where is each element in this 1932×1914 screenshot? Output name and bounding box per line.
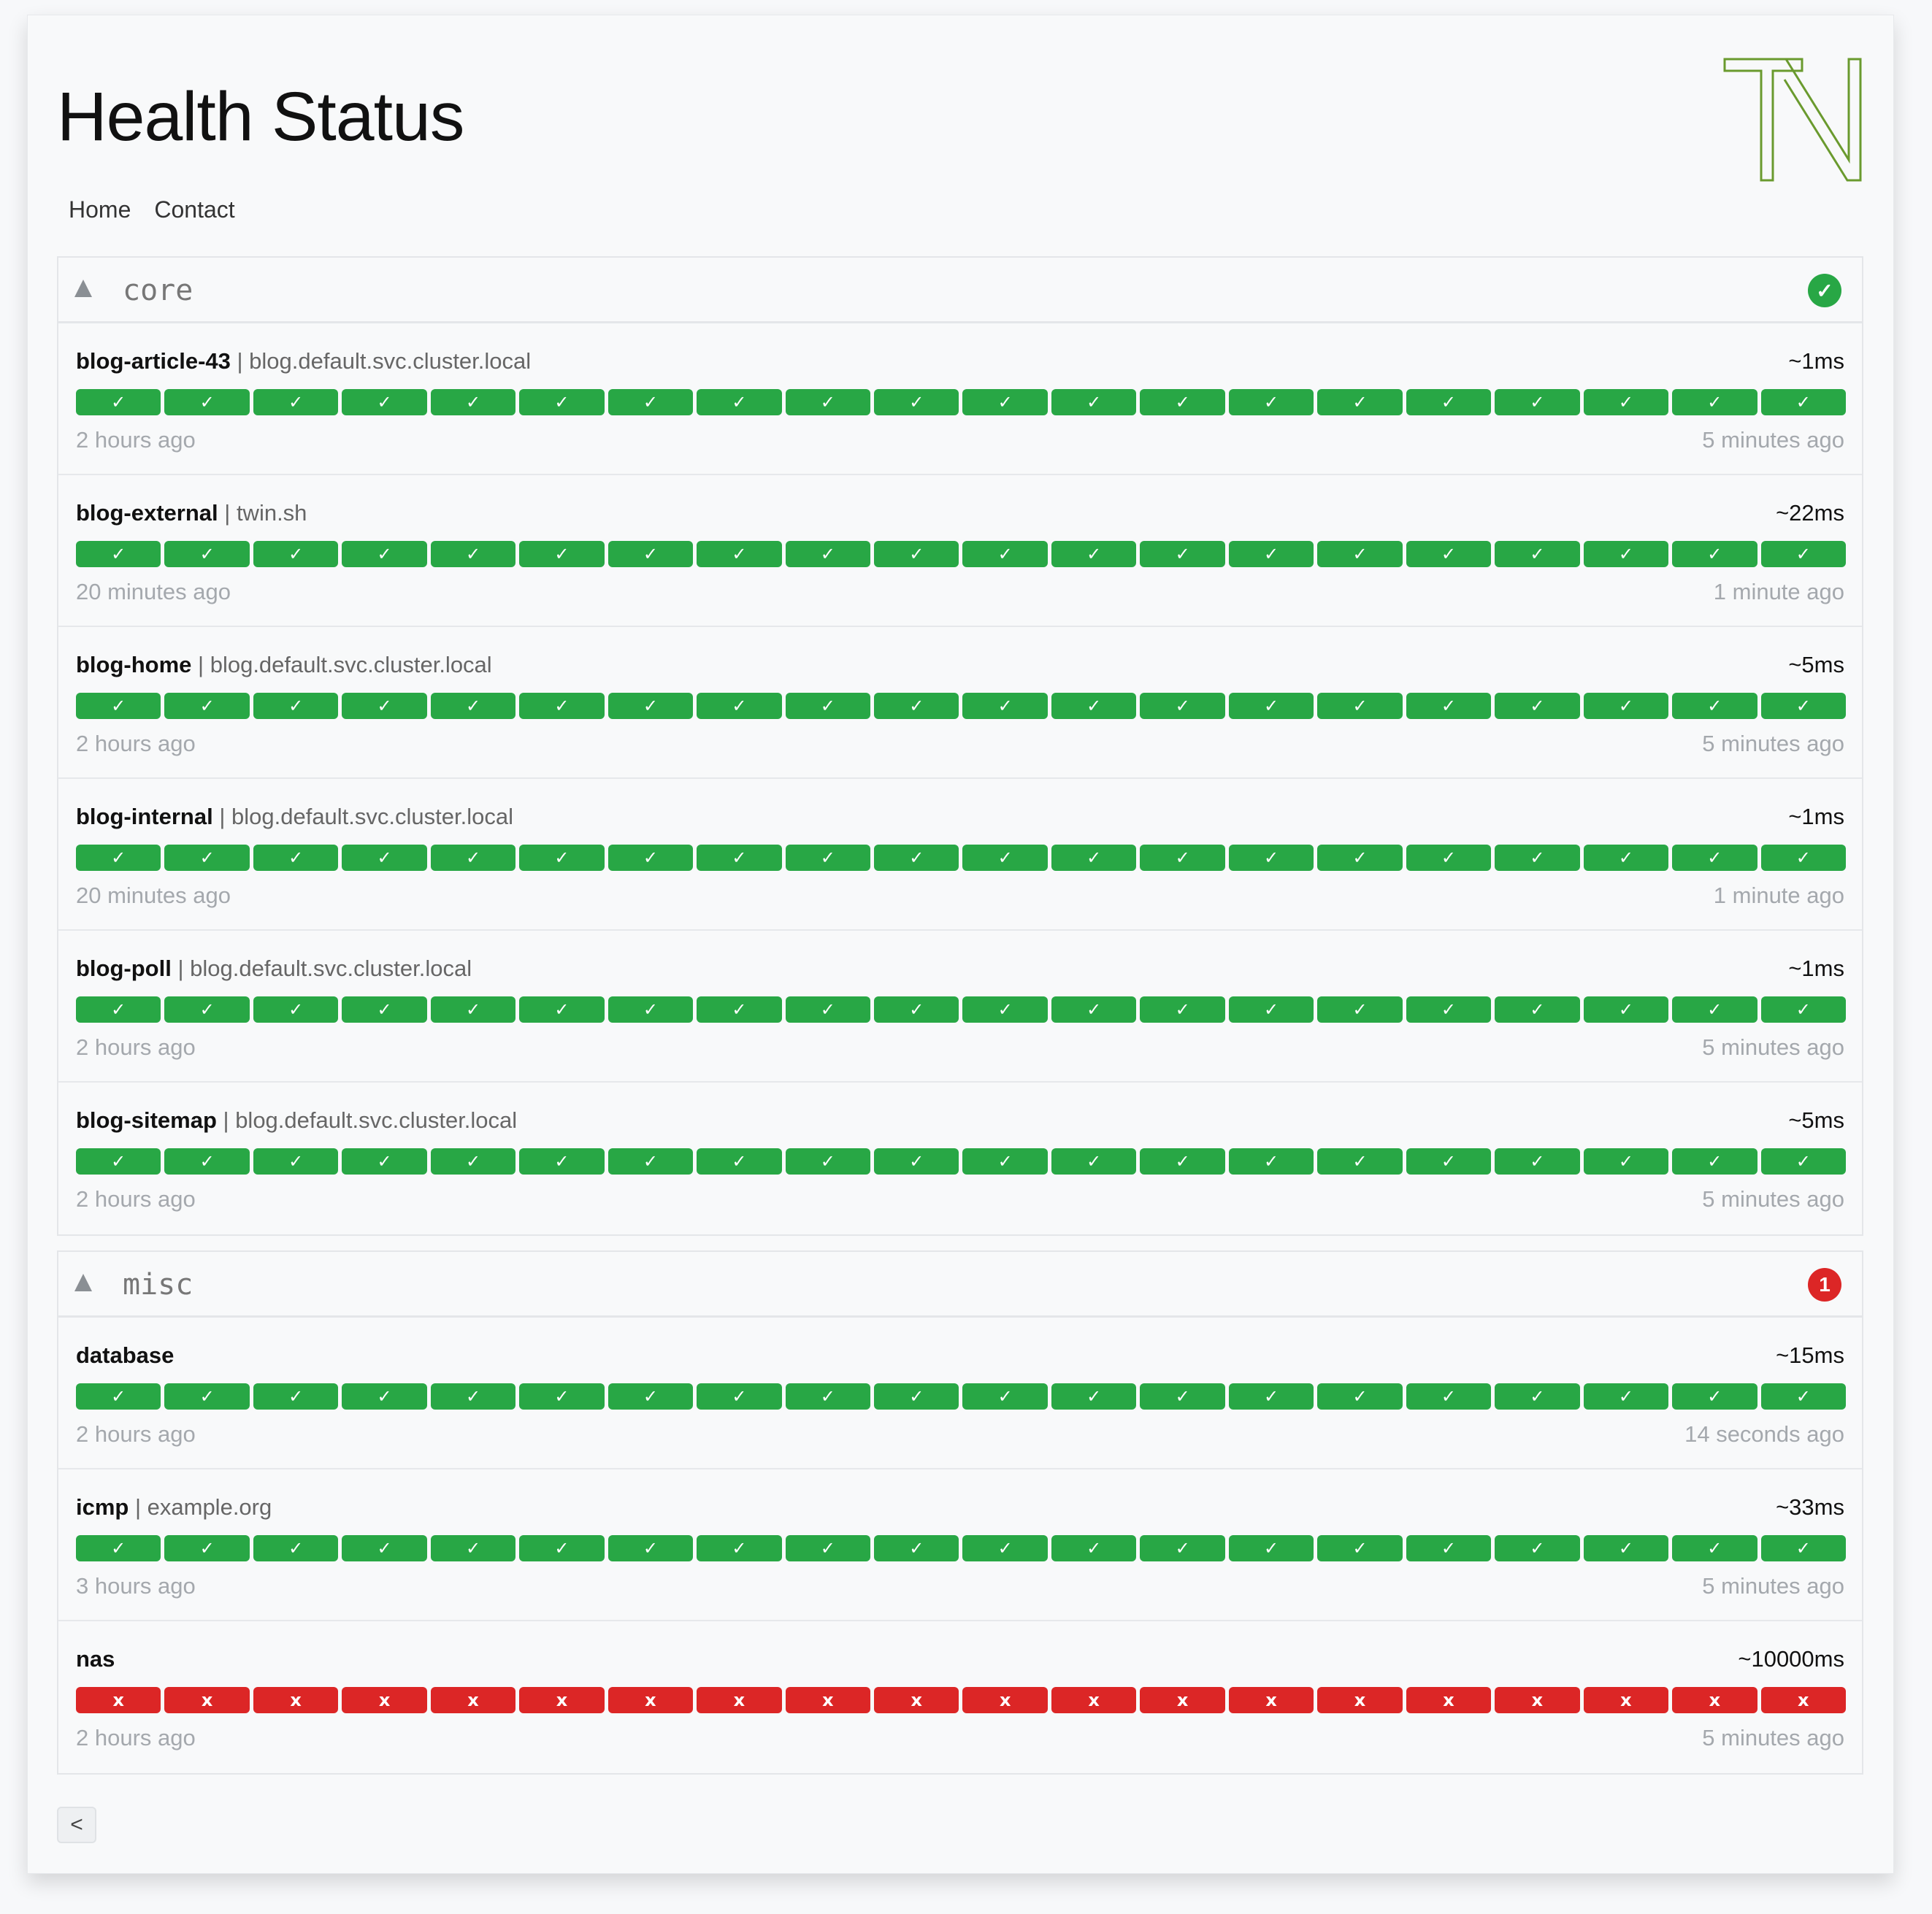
endpoint-name[interactable]: blog-poll (76, 956, 172, 981)
success-result-check-icon[interactable]: ✓ (697, 996, 781, 1023)
success-result-check-icon[interactable]: ✓ (431, 996, 515, 1023)
success-result-check-icon[interactable]: ✓ (786, 541, 870, 567)
success-result-check-icon[interactable]: ✓ (164, 1383, 249, 1410)
success-result-check-icon[interactable]: ✓ (519, 1535, 604, 1561)
oldest-result-time: 2 hours ago (76, 1421, 196, 1447)
response-time: ~10000ms (1738, 1646, 1844, 1672)
success-result-check-icon[interactable]: ✓ (874, 541, 959, 567)
success-result-check-icon[interactable]: ✓ (608, 1148, 693, 1175)
success-result-check-icon[interactable]: ✓ (1672, 845, 1757, 871)
success-result-check-icon[interactable]: ✓ (1584, 693, 1668, 719)
success-result-check-icon[interactable]: ✓ (962, 1535, 1047, 1561)
endpoint-host: example.org (147, 1494, 272, 1520)
host-separator: | (171, 956, 191, 981)
success-result-check-icon[interactable]: ✓ (1317, 693, 1402, 719)
endpoint-group-core (57, 256, 1863, 1236)
success-result-check-icon[interactable]: ✓ (431, 1383, 515, 1410)
result-history-bar (76, 389, 1846, 415)
success-result-check-icon[interactable]: ✓ (253, 1383, 338, 1410)
success-result-check-icon[interactable]: ✓ (519, 389, 604, 415)
endpoint-row[interactable] (58, 627, 1862, 779)
endpoint-host: twin.sh (236, 500, 307, 526)
success-result-check-icon[interactable]: ✓ (1229, 389, 1314, 415)
response-time: ~1ms (1788, 956, 1844, 981)
failure-result-x-icon[interactable]: x (874, 1687, 959, 1713)
success-result-check-icon[interactable]: ✓ (962, 389, 1047, 415)
success-result-check-icon[interactable]: ✓ (1584, 1148, 1668, 1175)
newest-result-time: 5 minutes ago (1702, 1034, 1844, 1060)
success-result-check-icon[interactable]: ✓ (1229, 845, 1314, 871)
result-history-bar (76, 996, 1846, 1023)
endpoint-name[interactable]: blog-sitemap (76, 1107, 217, 1133)
collapse-triangle-icon[interactable] (74, 1274, 92, 1291)
success-result-check-icon[interactable]: ✓ (608, 1383, 693, 1410)
endpoint-name[interactable]: blog-internal (76, 804, 213, 829)
success-result-check-icon[interactable]: ✓ (1495, 541, 1579, 567)
success-result-check-icon[interactable]: ✓ (1584, 541, 1668, 567)
endpoint-host: blog.default.svc.cluster.local (235, 1107, 518, 1133)
collapse-triangle-icon[interactable] (74, 280, 92, 297)
success-result-check-icon[interactable]: ✓ (1761, 996, 1846, 1023)
success-result-check-icon[interactable]: ✓ (431, 845, 515, 871)
newest-result-time: 5 minutes ago (1702, 427, 1844, 453)
failure-result-x-icon[interactable]: x (1584, 1687, 1668, 1713)
success-result-check-icon[interactable]: ✓ (786, 1383, 870, 1410)
endpoint-row[interactable] (58, 1621, 1862, 1773)
success-result-check-icon[interactable]: ✓ (786, 996, 870, 1023)
response-time: ~33ms (1776, 1494, 1844, 1520)
success-result-check-icon[interactable]: ✓ (1317, 1383, 1402, 1410)
success-result-check-icon[interactable]: ✓ (342, 541, 426, 567)
success-result-check-icon[interactable]: ✓ (1672, 693, 1757, 719)
success-result-check-icon[interactable]: ✓ (1495, 1148, 1579, 1175)
success-result-check-icon[interactable]: ✓ (608, 389, 693, 415)
endpoint-host: blog.default.svc.cluster.local (190, 956, 472, 981)
success-result-check-icon[interactable]: ✓ (1761, 845, 1846, 871)
success-result-check-icon[interactable]: ✓ (1140, 845, 1224, 871)
endpoint-name[interactable]: blog-article-43 (76, 348, 231, 374)
result-history-bar (76, 1383, 1846, 1410)
success-result-check-icon[interactable]: ✓ (519, 996, 604, 1023)
newest-result-time: 5 minutes ago (1702, 1573, 1844, 1599)
success-result-check-icon[interactable]: ✓ (1584, 996, 1668, 1023)
success-result-check-icon[interactable]: ✓ (962, 693, 1047, 719)
oldest-result-time: 20 minutes ago (76, 883, 231, 908)
failure-result-x-icon[interactable]: x (431, 1687, 515, 1713)
success-result-check-icon[interactable]: ✓ (519, 541, 604, 567)
endpoint-host: blog.default.svc.cluster.local (231, 804, 513, 829)
failure-result-x-icon[interactable]: x (164, 1687, 249, 1713)
success-result-check-icon[interactable]: ✓ (1495, 693, 1579, 719)
newest-result-time: 1 minute ago (1713, 883, 1844, 908)
success-result-check-icon[interactable]: ✓ (164, 1535, 249, 1561)
success-result-check-icon[interactable]: ✓ (786, 693, 870, 719)
group-name: misc (123, 1268, 193, 1302)
response-time: ~5ms (1788, 652, 1844, 677)
success-result-check-icon[interactable]: ✓ (1761, 1535, 1846, 1561)
success-result-check-icon[interactable]: ✓ (1229, 541, 1314, 567)
success-result-check-icon[interactable]: ✓ (164, 1148, 249, 1175)
oldest-result-time: 2 hours ago (76, 1725, 196, 1750)
endpoint-row[interactable] (58, 779, 1862, 931)
success-result-check-icon[interactable]: ✓ (1672, 1383, 1757, 1410)
group-failure-count-badge: 1 (1808, 1268, 1841, 1302)
failure-result-x-icon[interactable]: x (1672, 1687, 1757, 1713)
success-result-check-icon[interactable]: ✓ (1495, 1383, 1579, 1410)
success-result-check-icon[interactable]: ✓ (1672, 996, 1757, 1023)
success-result-check-icon[interactable]: ✓ (1140, 996, 1224, 1023)
previous-page-button[interactable]: < (57, 1807, 96, 1843)
oldest-result-time: 2 hours ago (76, 1034, 196, 1060)
success-result-check-icon[interactable]: ✓ (1672, 1148, 1757, 1175)
success-result-check-icon[interactable]: ✓ (431, 693, 515, 719)
success-result-check-icon[interactable]: ✓ (253, 693, 338, 719)
success-result-check-icon[interactable]: ✓ (1051, 845, 1136, 871)
success-result-check-icon[interactable]: ✓ (342, 1535, 426, 1561)
success-result-check-icon[interactable]: ✓ (1051, 996, 1136, 1023)
result-history-bar (76, 693, 1846, 719)
success-result-check-icon[interactable]: ✓ (608, 541, 693, 567)
success-result-check-icon[interactable]: ✓ (164, 996, 249, 1023)
endpoint-title (76, 1494, 272, 1521)
endpoint-title (76, 348, 531, 374)
newest-result-time: 14 seconds ago (1684, 1421, 1844, 1447)
failure-result-x-icon[interactable]: x (253, 1687, 338, 1713)
endpoint-name[interactable]: icmp (76, 1494, 129, 1520)
host-separator: | (212, 804, 231, 829)
success-result-check-icon[interactable]: ✓ (1140, 541, 1224, 567)
result-history-bar (76, 1687, 1846, 1713)
endpoint-row[interactable] (58, 475, 1862, 627)
success-result-check-icon[interactable]: ✓ (786, 389, 870, 415)
success-result-check-icon[interactable]: ✓ (786, 1535, 870, 1561)
failure-result-x-icon[interactable]: x (1761, 1687, 1846, 1713)
failure-result-x-icon[interactable]: x (1140, 1687, 1224, 1713)
success-result-check-icon[interactable]: ✓ (1140, 1383, 1224, 1410)
endpoint-row[interactable] (58, 1318, 1862, 1469)
failure-result-x-icon[interactable]: x (519, 1687, 604, 1713)
success-result-check-icon[interactable]: ✓ (1051, 541, 1136, 567)
success-result-check-icon[interactable]: ✓ (874, 693, 959, 719)
success-result-check-icon[interactable]: ✓ (697, 1383, 781, 1410)
success-result-check-icon[interactable]: ✓ (697, 1148, 781, 1175)
nav-home-link[interactable]: Home (69, 196, 131, 223)
endpoint-row[interactable] (58, 1469, 1862, 1621)
success-result-check-icon[interactable]: ✓ (519, 1383, 604, 1410)
success-result-check-icon[interactable]: ✓ (76, 1383, 161, 1410)
oldest-result-time: 2 hours ago (76, 731, 196, 756)
endpoint-group-misc (57, 1250, 1863, 1775)
success-result-check-icon[interactable]: ✓ (962, 996, 1047, 1023)
success-result-check-icon[interactable]: ✓ (1495, 389, 1579, 415)
result-history-bar (76, 1148, 1846, 1175)
success-result-check-icon[interactable]: ✓ (1317, 845, 1402, 871)
nav-contact-link[interactable]: Contact (154, 196, 235, 223)
success-result-check-icon[interactable]: ✓ (697, 693, 781, 719)
success-result-check-icon[interactable]: ✓ (1406, 1148, 1491, 1175)
success-result-check-icon[interactable]: ✓ (874, 389, 959, 415)
response-time: ~15ms (1776, 1342, 1844, 1368)
success-result-check-icon[interactable]: ✓ (1495, 845, 1579, 871)
success-result-check-icon[interactable]: ✓ (253, 1148, 338, 1175)
success-result-check-icon[interactable]: ✓ (1406, 1383, 1491, 1410)
endpoint-row[interactable] (58, 323, 1862, 475)
response-time: ~5ms (1788, 1107, 1844, 1133)
endpoint-title (76, 956, 472, 982)
success-result-check-icon[interactable]: ✓ (697, 389, 781, 415)
failure-result-x-icon[interactable]: x (1229, 1687, 1314, 1713)
success-result-check-icon[interactable]: ✓ (697, 845, 781, 871)
success-result-check-icon[interactable]: ✓ (76, 693, 161, 719)
success-result-check-icon[interactable]: ✓ (1140, 1148, 1224, 1175)
success-result-check-icon[interactable]: ✓ (1495, 996, 1579, 1023)
success-result-check-icon[interactable]: ✓ (253, 845, 338, 871)
success-result-check-icon[interactable]: ✓ (1229, 693, 1314, 719)
success-result-check-icon[interactable]: ✓ (1051, 1148, 1136, 1175)
success-result-check-icon[interactable]: ✓ (1761, 1383, 1846, 1410)
page-title: Health Status (57, 78, 464, 155)
endpoint-name[interactable]: nas (76, 1646, 115, 1672)
success-result-check-icon[interactable]: ✓ (1584, 1535, 1668, 1561)
success-result-check-icon[interactable]: ✓ (1317, 389, 1402, 415)
endpoint-name[interactable]: blog-external (76, 500, 218, 526)
success-result-check-icon[interactable]: ✓ (1495, 1535, 1579, 1561)
success-result-check-icon[interactable]: ✓ (253, 541, 338, 567)
success-result-check-icon[interactable]: ✓ (342, 845, 426, 871)
newest-result-time: 5 minutes ago (1702, 731, 1844, 756)
host-separator: | (191, 652, 210, 677)
page-container (27, 15, 1894, 1874)
success-result-check-icon[interactable]: ✓ (1406, 845, 1491, 871)
success-result-check-icon[interactable]: ✓ (608, 693, 693, 719)
group-header[interactable] (58, 258, 1862, 323)
success-result-check-icon[interactable]: ✓ (1761, 693, 1846, 719)
success-result-check-icon[interactable]: ✓ (1584, 389, 1668, 415)
success-result-check-icon[interactable]: ✓ (786, 1148, 870, 1175)
success-result-check-icon[interactable]: ✓ (431, 389, 515, 415)
success-result-check-icon[interactable]: ✓ (253, 389, 338, 415)
success-result-check-icon[interactable]: ✓ (1140, 389, 1224, 415)
success-result-check-icon[interactable]: ✓ (1051, 693, 1136, 719)
endpoint-host: blog.default.svc.cluster.local (249, 348, 532, 374)
success-result-check-icon[interactable]: ✓ (76, 541, 161, 567)
success-result-check-icon[interactable]: ✓ (342, 996, 426, 1023)
success-result-check-icon[interactable]: ✓ (962, 845, 1047, 871)
success-result-check-icon[interactable]: ✓ (431, 541, 515, 567)
success-result-check-icon[interactable]: ✓ (697, 541, 781, 567)
success-result-check-icon[interactable]: ✓ (1317, 1148, 1402, 1175)
failure-result-x-icon[interactable]: x (608, 1687, 693, 1713)
success-result-check-icon[interactable]: ✓ (1051, 1535, 1136, 1561)
result-history-bar (76, 1535, 1846, 1561)
failure-result-x-icon[interactable]: x (697, 1687, 781, 1713)
success-result-check-icon[interactable]: ✓ (1584, 1383, 1668, 1410)
success-result-check-icon[interactable]: ✓ (1051, 1383, 1136, 1410)
endpoint-title (76, 1646, 115, 1672)
success-result-check-icon[interactable]: ✓ (1317, 996, 1402, 1023)
success-result-check-icon[interactable]: ✓ (608, 845, 693, 871)
success-result-check-icon[interactable]: ✓ (1672, 389, 1757, 415)
success-result-check-icon[interactable]: ✓ (608, 1535, 693, 1561)
endpoint-title (76, 500, 307, 526)
success-result-check-icon[interactable]: ✓ (1229, 1148, 1314, 1175)
endpoint-name[interactable]: database (76, 1342, 175, 1368)
success-result-check-icon[interactable]: ✓ (76, 1148, 161, 1175)
success-result-check-icon[interactable]: ✓ (1406, 996, 1491, 1023)
failure-result-x-icon[interactable]: x (1051, 1687, 1136, 1713)
success-result-check-icon[interactable]: ✓ (519, 845, 604, 871)
success-result-check-icon[interactable]: ✓ (1761, 1148, 1846, 1175)
endpoint-title (76, 1107, 517, 1134)
failure-result-x-icon[interactable]: x (342, 1687, 426, 1713)
success-result-check-icon[interactable]: ✓ (962, 541, 1047, 567)
endpoint-title (76, 652, 492, 678)
success-result-check-icon[interactable]: ✓ (342, 1148, 426, 1175)
oldest-result-time: 2 hours ago (76, 427, 196, 453)
success-result-check-icon[interactable]: ✓ (342, 389, 426, 415)
failure-result-x-icon[interactable]: x (1406, 1687, 1491, 1713)
success-result-check-icon[interactable]: ✓ (1317, 1535, 1402, 1561)
success-result-check-icon[interactable]: ✓ (1229, 1535, 1314, 1561)
failure-result-x-icon[interactable]: x (1317, 1687, 1402, 1713)
failure-result-x-icon[interactable]: x (786, 1687, 870, 1713)
success-result-check-icon[interactable]: ✓ (874, 996, 959, 1023)
success-result-check-icon[interactable]: ✓ (431, 1535, 515, 1561)
group-healthy-check-icon: ✓ (1808, 274, 1841, 307)
group-header[interactable] (58, 1252, 1862, 1318)
host-separator: | (216, 1107, 236, 1133)
result-history-bar (76, 845, 1846, 871)
success-result-check-icon[interactable]: ✓ (1584, 845, 1668, 871)
success-result-check-icon[interactable]: ✓ (1672, 541, 1757, 567)
success-result-check-icon[interactable]: ✓ (76, 389, 161, 415)
success-result-check-icon[interactable]: ✓ (1229, 996, 1314, 1023)
result-history-bar (76, 541, 1846, 567)
success-result-check-icon[interactable]: ✓ (874, 1148, 959, 1175)
success-result-check-icon[interactable]: ✓ (1761, 389, 1846, 415)
success-result-check-icon[interactable]: ✓ (1761, 541, 1846, 567)
success-result-check-icon[interactable]: ✓ (1229, 1383, 1314, 1410)
endpoint-host: blog.default.svc.cluster.local (210, 652, 492, 677)
newest-result-time: 5 minutes ago (1702, 1186, 1844, 1212)
success-result-check-icon[interactable]: ✓ (1406, 541, 1491, 567)
success-result-check-icon[interactable]: ✓ (76, 1535, 161, 1561)
response-time: ~22ms (1776, 500, 1844, 526)
host-separator: | (218, 500, 237, 526)
response-time: ~1ms (1788, 348, 1844, 374)
success-result-check-icon[interactable]: ✓ (1140, 693, 1224, 719)
failure-result-x-icon[interactable]: x (1495, 1687, 1579, 1713)
endpoint-title (76, 804, 513, 830)
success-result-check-icon[interactable]: ✓ (164, 541, 249, 567)
oldest-result-time: 2 hours ago (76, 1186, 196, 1212)
success-result-check-icon[interactable]: ✓ (1140, 1535, 1224, 1561)
success-result-check-icon[interactable]: ✓ (253, 996, 338, 1023)
success-result-check-icon[interactable]: ✓ (1406, 693, 1491, 719)
response-time: ~1ms (1788, 804, 1844, 829)
failure-result-x-icon[interactable]: x (962, 1687, 1047, 1713)
success-result-check-icon[interactable]: ✓ (962, 1148, 1047, 1175)
endpoint-row[interactable] (58, 931, 1862, 1083)
success-result-check-icon[interactable]: ✓ (1051, 389, 1136, 415)
success-result-check-icon[interactable]: ✓ (519, 1148, 604, 1175)
success-result-check-icon[interactable]: ✓ (342, 693, 426, 719)
endpoint-name[interactable]: blog-home (76, 652, 192, 677)
success-result-check-icon[interactable]: ✓ (164, 845, 249, 871)
oldest-result-time: 20 minutes ago (76, 579, 231, 604)
success-result-check-icon[interactable]: ✓ (874, 845, 959, 871)
main-nav (69, 196, 235, 223)
success-result-check-icon[interactable]: ✓ (1406, 1535, 1491, 1561)
success-result-check-icon[interactable]: ✓ (164, 389, 249, 415)
success-result-check-icon[interactable]: ✓ (962, 1383, 1047, 1410)
endpoint-row[interactable] (58, 1083, 1862, 1234)
success-result-check-icon[interactable]: ✓ (1672, 1535, 1757, 1561)
success-result-check-icon[interactable]: ✓ (431, 1148, 515, 1175)
success-result-check-icon[interactable]: ✓ (1317, 541, 1402, 567)
success-result-check-icon[interactable]: ✓ (253, 1535, 338, 1561)
endpoint-title (76, 1342, 174, 1369)
success-result-check-icon[interactable]: ✓ (519, 693, 604, 719)
success-result-check-icon[interactable]: ✓ (786, 845, 870, 871)
oldest-result-time: 3 hours ago (76, 1573, 196, 1599)
success-result-check-icon[interactable]: ✓ (697, 1535, 781, 1561)
success-result-check-icon[interactable]: ✓ (164, 693, 249, 719)
host-separator: | (129, 1494, 147, 1520)
success-result-check-icon[interactable]: ✓ (608, 996, 693, 1023)
tn-logo-icon (1723, 58, 1862, 196)
success-result-check-icon[interactable]: ✓ (874, 1535, 959, 1561)
success-result-check-icon[interactable]: ✓ (1406, 389, 1491, 415)
success-result-check-icon[interactable]: ✓ (76, 845, 161, 871)
success-result-check-icon[interactable]: ✓ (76, 996, 161, 1023)
newest-result-time: 1 minute ago (1713, 579, 1844, 604)
failure-result-x-icon[interactable]: x (76, 1687, 161, 1713)
newest-result-time: 5 minutes ago (1702, 1725, 1844, 1750)
success-result-check-icon[interactable]: ✓ (874, 1383, 959, 1410)
success-result-check-icon[interactable]: ✓ (342, 1383, 426, 1410)
host-separator: | (230, 348, 250, 374)
group-name: core (123, 274, 193, 307)
